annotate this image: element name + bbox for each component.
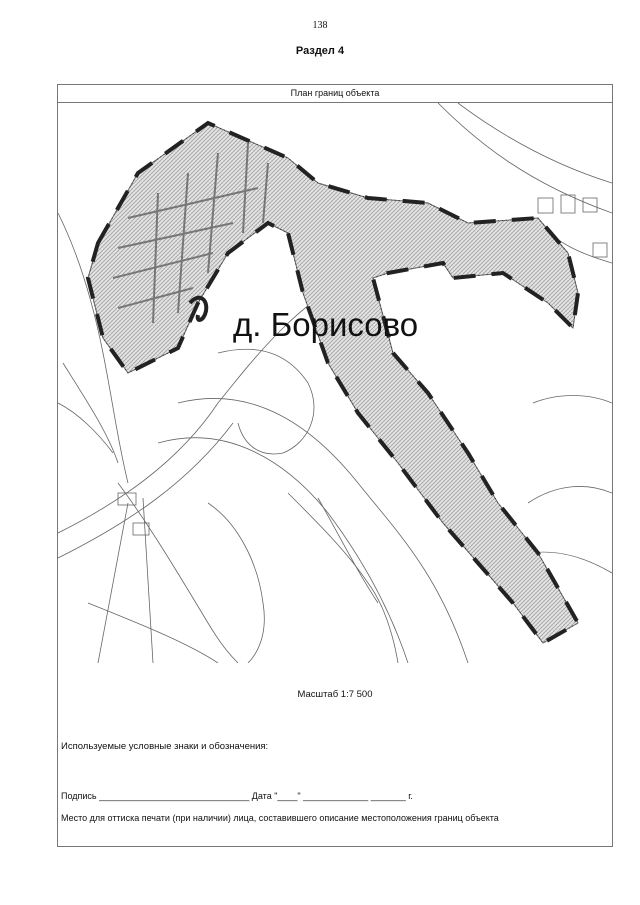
signature-line: Подпись ______________________________ Дата "____" _____________ _______ г. — [61, 791, 413, 801]
section-title: Раздел 4 — [295, 45, 345, 57]
map-label: д. Борисово — [233, 306, 419, 343]
stamp-note: Место для оттиска печати (при наличии) лица, составившего описание местоположения границ объекта — [61, 813, 499, 823]
object-area — [88, 123, 578, 643]
page-number: 138 — [312, 20, 328, 31]
boundary-map — [58, 103, 612, 663]
plan-frame — [57, 84, 613, 847]
legend-label: Используемые условные знаки и обозначения: — [61, 741, 269, 752]
plan-header: План границ объекта — [58, 85, 612, 103]
scale-label: Масштаб 1:7 500 — [297, 689, 373, 700]
